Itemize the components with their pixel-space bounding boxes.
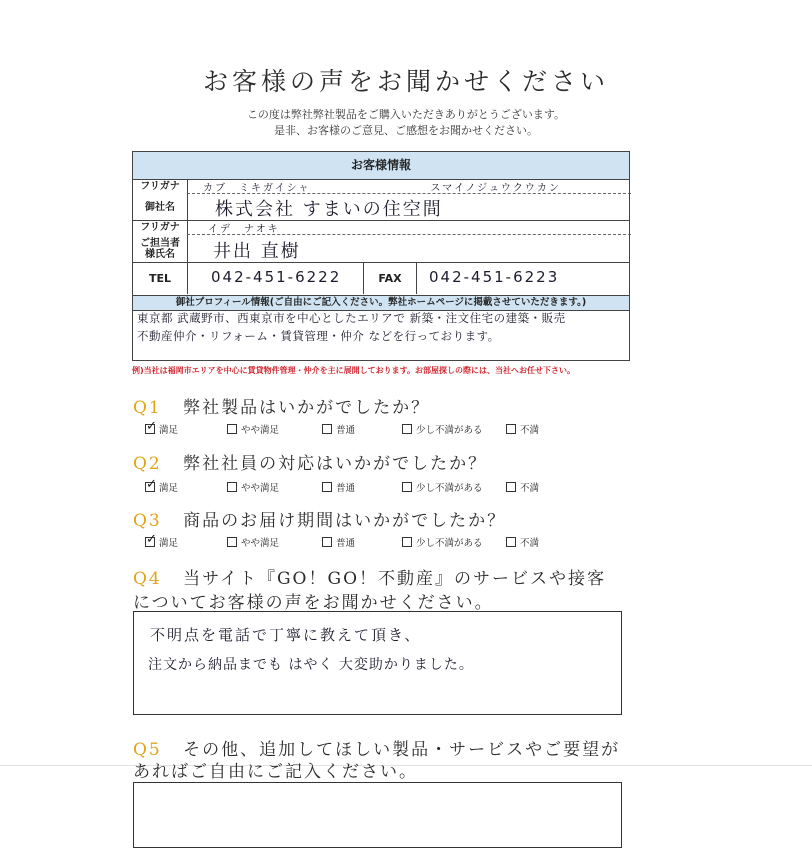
profile-text-line-2[interactable]: 不動産仲介・リフォーム・賃貸管理・仲介 などを行っております。 [137, 329, 500, 343]
q3-option-neutral[interactable]: 普通 [322, 535, 355, 549]
person-label-line-1: ご担当者 [140, 237, 180, 249]
q1-checkbox-dissatisfied[interactable] [506, 424, 516, 434]
profile-header: 御社プロフィール情報(ご自由にご記入ください。弊社ホームページに掲載させていただきます。) [133, 295, 629, 311]
q1-checkbox-neutral[interactable] [322, 424, 332, 434]
page-title: お客様の声をお聞かせください [202, 67, 609, 96]
q4-answer-line-1: 不明点を電話で丁寧に教えて頂き、 [150, 626, 422, 644]
question-1-text: 弊社製品はいかがでしたか？ [183, 398, 431, 418]
example-note: 例)当社は福岡市エリアを中心に賃貸物件管理・仲介を主に展開しております。お部屋探しの際には、当社へお任せ下さい。 [132, 366, 576, 375]
fax-label: FAX [363, 263, 417, 294]
q1-option-dissatisfied[interactable]: 不満 [506, 422, 539, 436]
customer-info-header: お客様情報 [133, 152, 629, 180]
question-4-text-line-1: 当サイト『GO！GO！不動産』のサービスや接客 [183, 569, 607, 589]
q1-option-somewhat-satisfied[interactable]: やや満足 [227, 422, 279, 436]
company-name-value[interactable]: 株式会社 すまいの住空間 [215, 199, 443, 220]
q2-checkbox-somewhat-satisfied[interactable] [227, 482, 237, 492]
question-2 [133, 449, 487, 474]
question-5-text-line-1: その他、追加してほしい製品・サービスやご要望が [183, 740, 621, 760]
q3-checkbox-somewhat-dissatisfied[interactable] [402, 537, 412, 547]
q2-option-dissatisfied[interactable]: 不満 [506, 480, 539, 494]
q3-option-somewhat-satisfied[interactable]: やや満足 [227, 535, 279, 549]
q1-checkbox-somewhat-satisfied[interactable] [227, 424, 237, 434]
q1-option-satisfied[interactable]: ✓ 満足 [145, 422, 178, 436]
question-1 [133, 393, 430, 418]
question-3-text: 商品のお届け期間はいかがでしたか？ [183, 511, 507, 531]
q2-checkbox-somewhat-dissatisfied[interactable] [402, 482, 412, 492]
q2-checkbox-neutral[interactable] [322, 482, 332, 492]
question-5-number: Q5 [133, 740, 162, 760]
question-4 [133, 564, 606, 589]
q2-checkbox-satisfied[interactable] [145, 482, 155, 492]
customer-info-table [132, 151, 630, 361]
fax-value[interactable]: 042-451-6223 [429, 268, 560, 286]
q1-checkbox-somewhat-dissatisfied[interactable] [402, 424, 412, 434]
person-label-line-2: 様氏名 [145, 248, 175, 260]
q3-checkbox-neutral[interactable] [322, 537, 332, 547]
q3-checkbox-satisfied[interactable] [145, 537, 155, 547]
question-5-text-line-2: あればご自由にご記入ください。 [133, 762, 418, 782]
q2-option-somewhat-satisfied[interactable]: やや満足 [227, 480, 279, 494]
profile-text-line-1[interactable]: 東京都 武蔵野市、西東京市を中心としたエリアで 新築・注文住宅の建築・販売 [137, 311, 566, 325]
q2-checkbox-dissatisfied[interactable] [506, 482, 516, 492]
dashed-divider [187, 234, 631, 235]
question-4-number: Q4 [133, 569, 162, 589]
question-2-number: Q2 [133, 454, 162, 474]
q3-option-somewhat-dissatisfied[interactable]: 少し不満がある [402, 535, 483, 549]
question-5-answer-box[interactable] [133, 782, 622, 848]
q4-answer-line-2: 注文から納品までも はやく 大変助かりました。 [148, 657, 474, 673]
q2-option-somewhat-dissatisfied[interactable]: 少し不満がある [402, 480, 483, 494]
q1-option-somewhat-dissatisfied[interactable]: 少し不満がある [402, 422, 483, 436]
q3-checkbox-somewhat-satisfied[interactable] [227, 537, 237, 547]
q2-option-satisfied[interactable]: ✓ 満足 [145, 480, 178, 494]
question-4-text-line-2: についてお客様の声をお聞かせください。 [133, 593, 494, 613]
dashed-divider [187, 193, 631, 194]
question-2-text: 弊社社員の対応はいかがでしたか？ [183, 454, 488, 474]
q3-option-satisfied[interactable]: ✓ 満足 [145, 535, 178, 549]
question-3 [133, 506, 506, 531]
person-furigana-value[interactable]: イデ ナオキ [208, 224, 280, 235]
question-1-number: Q1 [133, 398, 162, 418]
tel-value[interactable]: 042-451-6222 [211, 268, 342, 286]
intro-line-2: 是非、お客様のご意見、ご感想をお聞かせください。 [274, 124, 538, 137]
person-furigana-label: フリガナ [133, 221, 188, 234]
question-3-number: Q3 [133, 511, 162, 531]
person-name-label [133, 235, 188, 262]
company-furigana-label: フリガナ [133, 180, 188, 193]
company-furigana-value[interactable]: カブ ミキガイシャ スマイノジュウクウカン [203, 183, 561, 194]
q1-option-neutral[interactable]: 普通 [322, 422, 355, 436]
q2-option-neutral[interactable]: 普通 [322, 480, 355, 494]
company-name-label: 御社名 [133, 194, 188, 220]
question-4-answer-box[interactable] [133, 611, 622, 715]
intro-line-1: この度は弊社弊社製品をご購入いただきありがとうございます。 [246, 108, 566, 121]
q1-checkbox-satisfied[interactable] [145, 424, 155, 434]
q3-checkbox-dissatisfied[interactable] [506, 537, 516, 547]
tel-label: TEL [133, 263, 188, 294]
q3-option-dissatisfied[interactable]: 不満 [506, 535, 539, 549]
person-name-value[interactable]: 井出 直樹 [213, 241, 301, 262]
